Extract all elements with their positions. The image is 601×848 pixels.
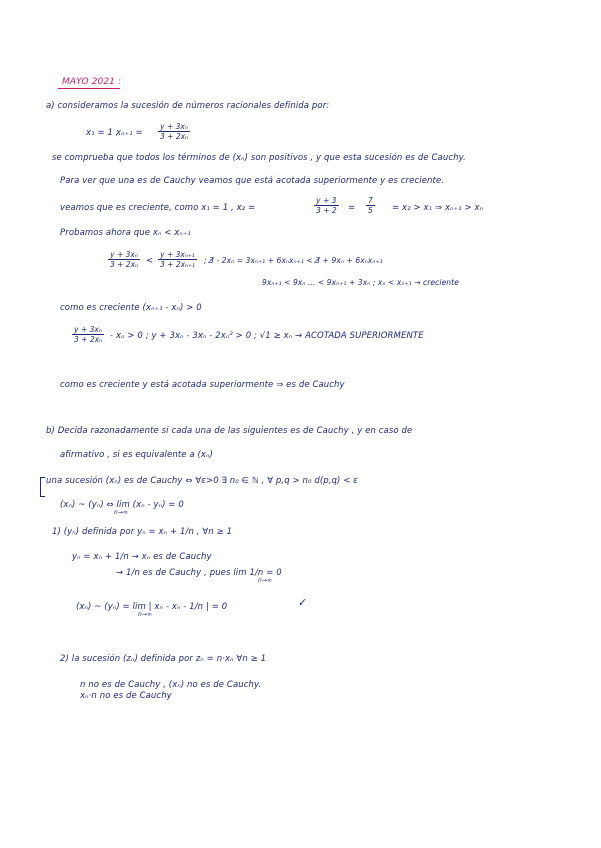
line-7b: ; 3̸ - 2xₙ = 3xₙ₊₁ + 6xₙxₙ₊₁ < 3̸ + 9xₙ + 6xₙxₙ₊₁	[204, 256, 383, 265]
line-19: (xₙ) ~ (yₙ) = lim | xₙ - xₙ - 1/n | = 0	[76, 602, 228, 612]
line-13: afirmativo , si es equivalente a (xₙ)	[60, 450, 213, 460]
line-20: 2) la sucesión (zₙ) definida por zₙ = n·xₙ ∀n ≥ 1	[60, 654, 267, 664]
line-12: b) Decida razonadamente si cada una de las siguientes es de Cauchy , y en caso de	[46, 426, 413, 436]
line-11: como es creciente y está acotada superiormente ⇒ es de Cauchy	[60, 380, 345, 390]
line-15: (xₙ) ~ (yₙ) ⇔ lim (xₙ - yₙ) = 0	[60, 500, 184, 510]
line-5a: veamos que es creciente, como x₁ = 1 , x₂ =	[60, 203, 256, 213]
line-10: - xₙ > 0 ; y + 3xₙ - 3xₙ - 2xₙ² > 0 ; √1 ≥ xₙ → ACOTADA SUPERIORMENTE	[110, 331, 424, 341]
line-22: xₙ·n no es de Cauchy	[80, 691, 172, 701]
line-8: 9xₙ₊₁ < 9xₙ ... < 9xₙ₊₁ + 3xₙ ; xₙ < xₙ₊₁ → creciente	[262, 278, 459, 287]
definition-bracket	[40, 477, 45, 497]
line-2a: x₁ = 1 ,	[86, 128, 119, 138]
page-title: MAYO 2021 :	[62, 77, 122, 87]
fraction-x2: $\frac{y + 3}{3 + 2}$	[316, 196, 337, 215]
line-1: a) consideramos la sucesión de números racionales definida por:	[46, 101, 330, 111]
line-14: una sucesión (xₙ) es de Cauchy ⇔ ∀ε>0 ∃ n₀ ∈ ℕ , ∀ p,q > n₀ d(p,q) < ε	[46, 476, 358, 486]
line-6: Probamos ahora que xₙ < xₙ₊₁	[60, 228, 192, 238]
fraction-ineq-right: $\frac{\text{y + 3xₙ₊₁}}{\text{3 + 2xₙ₊₁}}$	[160, 250, 195, 269]
line-9: como es creciente (xₙ₊₁ - xₙ) > 0	[60, 303, 202, 313]
fraction-ineq-left: $\frac{\text{y + 3xₙ}}{\text{3 + 2xₙ}}$	[110, 250, 139, 269]
fraction-bounded: $\frac{\text{y + 3xₙ}}{\text{3 + 2xₙ}}$	[74, 325, 103, 344]
line-7a: <	[146, 256, 154, 266]
fraction-x2-value: $\frac{7}{5}$	[368, 196, 373, 215]
line-17: yₙ = xₙ + 1/n → xₙ es de Cauchy	[72, 552, 212, 562]
line-21: n no es de Cauchy , (xₙ) no es de Cauchy.	[80, 680, 262, 690]
line-18-subscript: n→∞	[258, 577, 273, 584]
title-underline	[58, 88, 120, 89]
line-3: se comprueba que todos los términos de (xₙ) son positivos , y que esta sucesión es de Cauchy.	[52, 153, 466, 163]
line-4: Para ver que una es de Cauchy veamos que está acotada superiormente y es creciente.	[60, 176, 445, 186]
line-2b: xₙ₊₁ =	[116, 128, 143, 138]
line-15-subscript: n→∞	[114, 509, 129, 516]
equals-sign: =	[348, 203, 356, 213]
line-18: → 1/n es de Cauchy , pues lim 1/n = 0	[116, 568, 282, 578]
line-5b: = x₂ > x₁ ⇒ xₙ₊₁ > xₙ	[392, 203, 484, 213]
line-19-subscript: n→∞	[138, 611, 153, 618]
checkmark-icon: ✓	[298, 596, 308, 609]
line-16: 1) (yₙ) definida por yₙ = xₙ + 1/n , ∀n ≥ 1	[52, 527, 233, 537]
fraction-recurrence: $\frac{\text{y + 3xₙ}}{\text{3 + 2xₙ}}$	[160, 122, 189, 141]
